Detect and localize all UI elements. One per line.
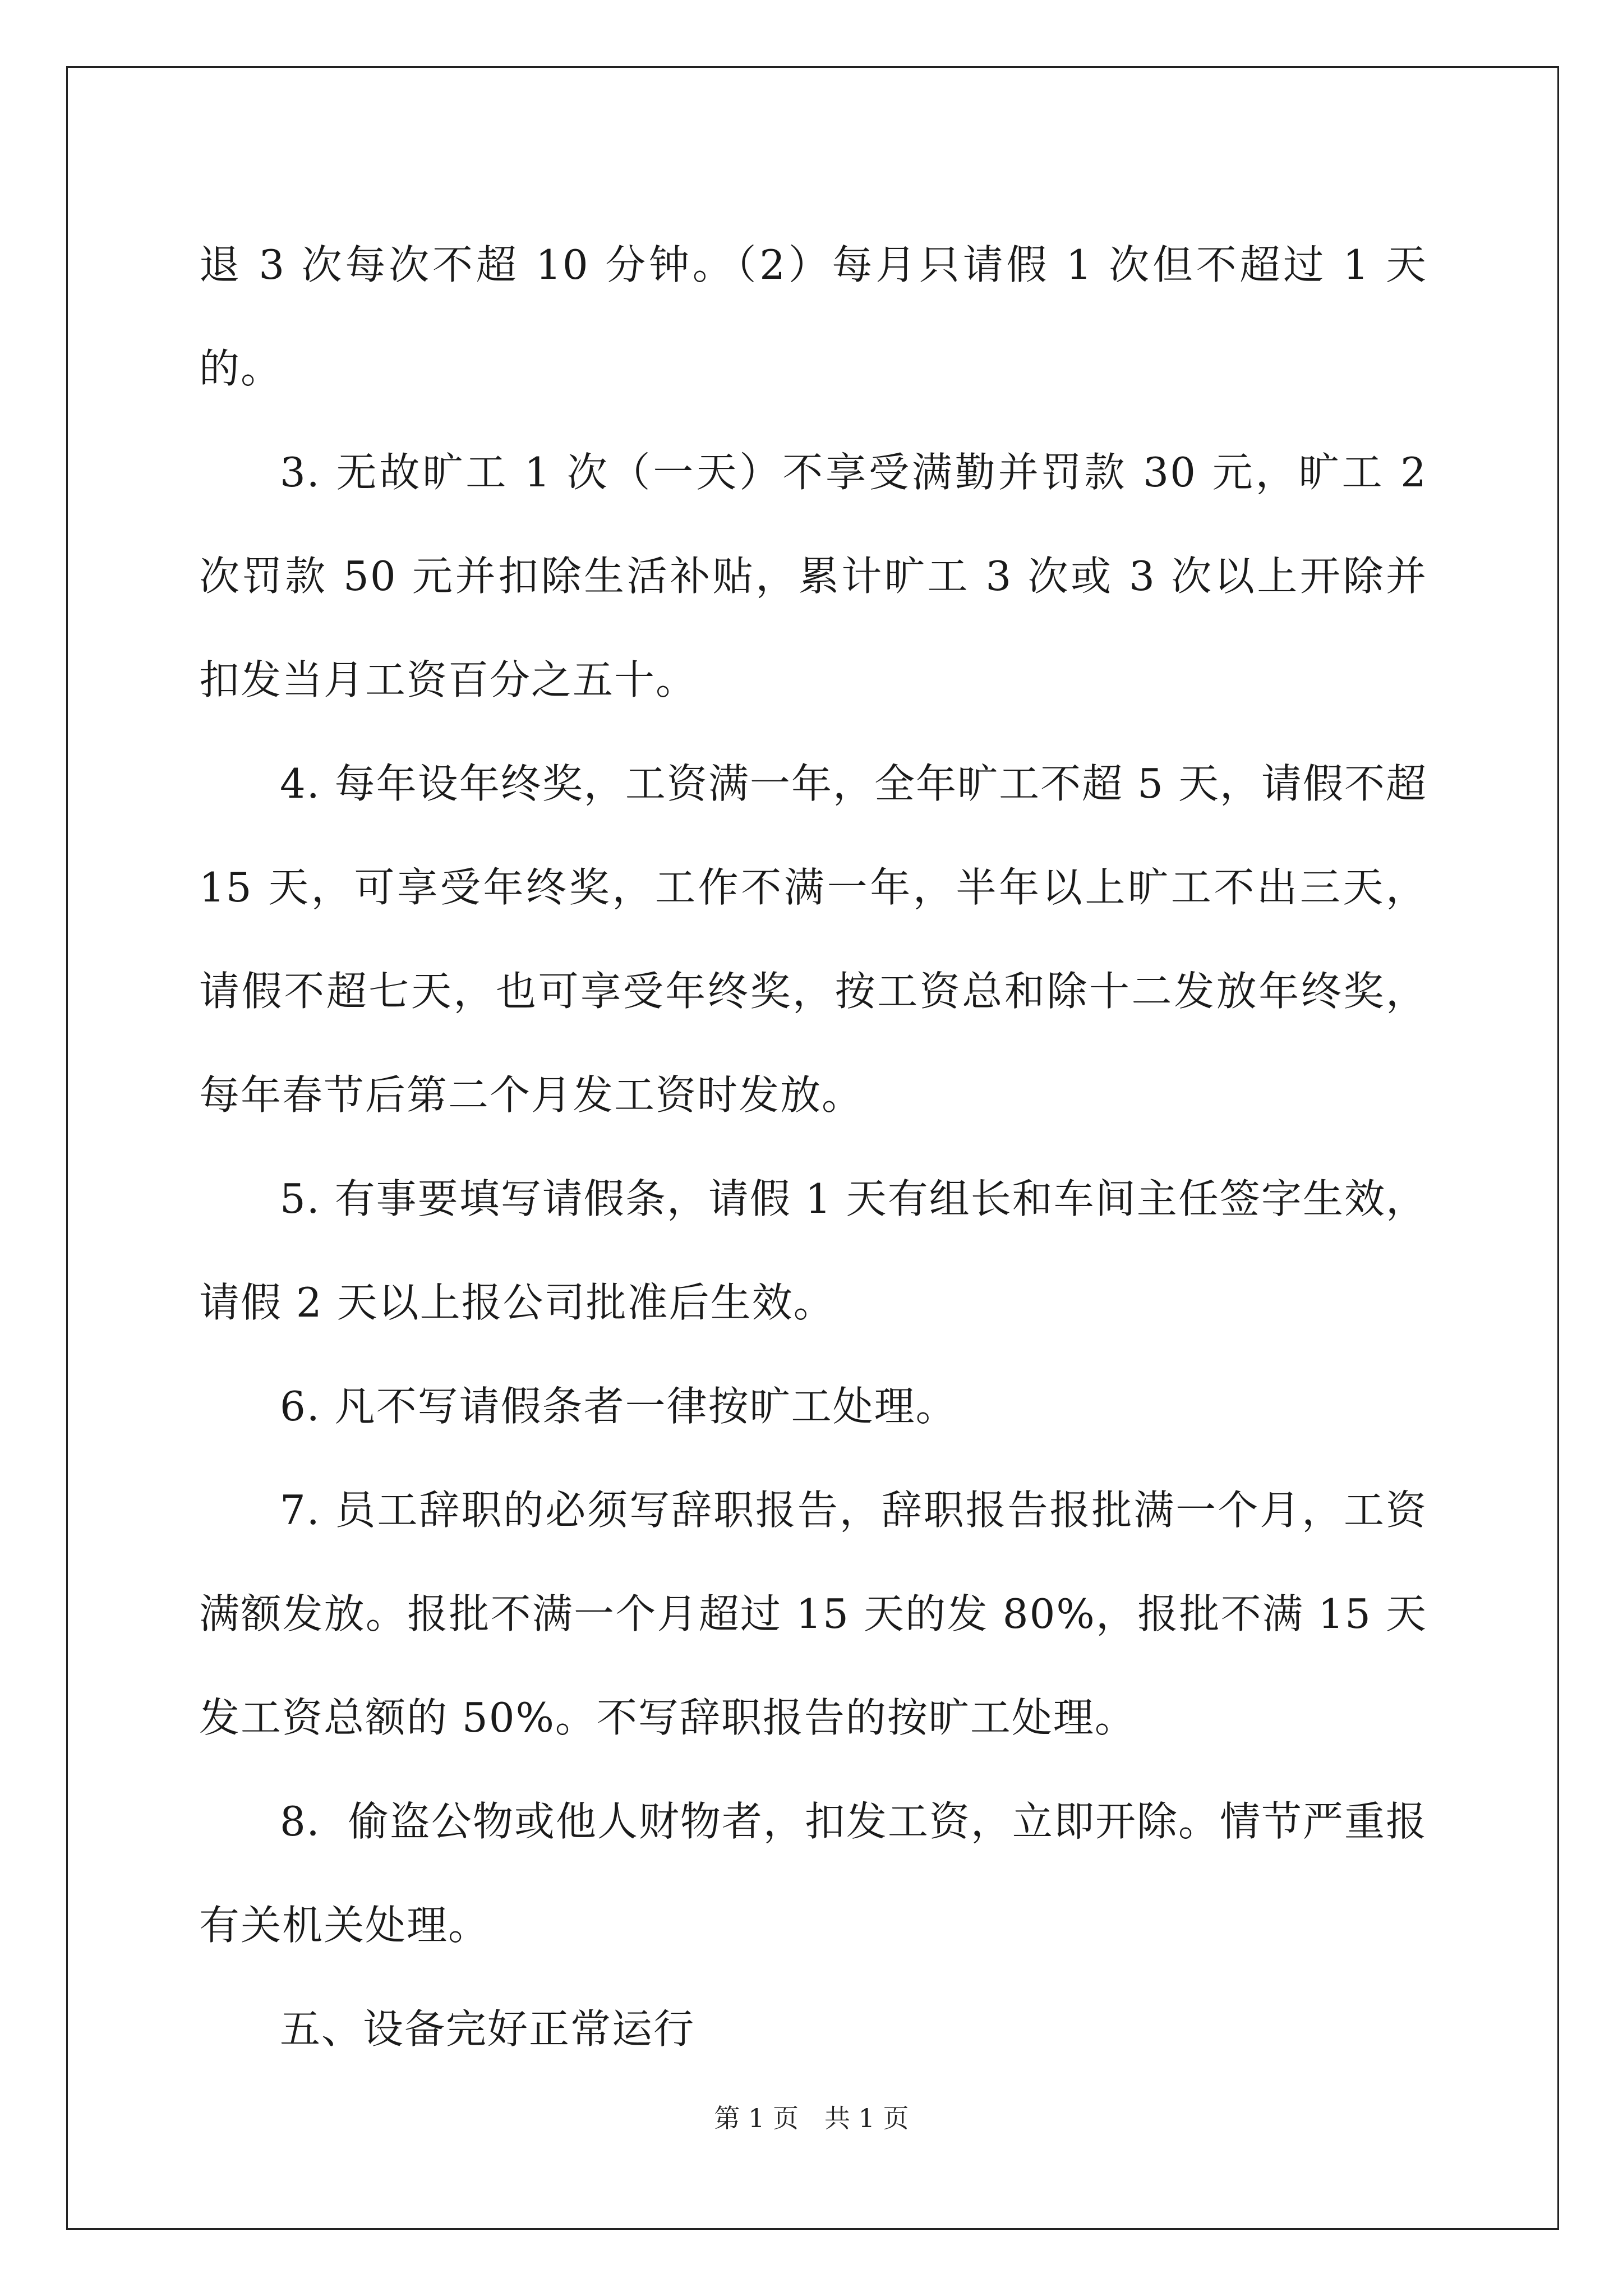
paragraph-continuation: 退 3 次每次不超 10 分钟。（2）每月只请假 1 次但不超过 1 天的。 [199,241,1427,392]
paragraph-item-3: 3. 无故旷工 1 次（一天）不享受满勤并罚款 30 元，旷工 2 次罚款 50 元并扣除生活补贴，累计旷工 3 次或 3 次以上开除并扣发当月工资百分之五十。 [199,449,1427,703]
paragraph-item-8: 8．偷盗公物或他人财物者，扣发工资，立即开除。情节严重报有关机关处理。 [199,1798,1427,1949]
document-body [199,213,1427,2081]
paragraph-item-7: 7. 员工辞职的必须写辞职报告，辞职报告报批满一个月，工资满额发放。报批不满一个月超过 15 天的发 80%，报批不满 15 天发工资总额的 50%。不写辞职报告的按旷工处理。 [199,1487,1427,1741]
section-heading-5: 五、设备完好正常运行 [280,2005,695,2053]
paragraph-item-4: 4. 每年设年终奖，工资满一年，全年旷工不超 5 天，请假不超 15 天，可享受年终奖，工作不满一年，半年以上旷工不出三天，请假不超七天，也可享受年终奖，按工资总和除十二发放年终奖，每年春节后第二个月发工资时发放。 [199,760,1427,1119]
paragraph-item-5: 5. 有事要填写请假条，请假 1 天有组长和车间主任签字生效，请假 2 天以上报公司批准后生效。 [199,1175,1427,1326]
paragraph-item-6: 6. 凡不写请假条者一律按旷工处理。 [280,1383,957,1430]
page-footer: 第 1 页 共 1 页 [714,2103,909,2133]
